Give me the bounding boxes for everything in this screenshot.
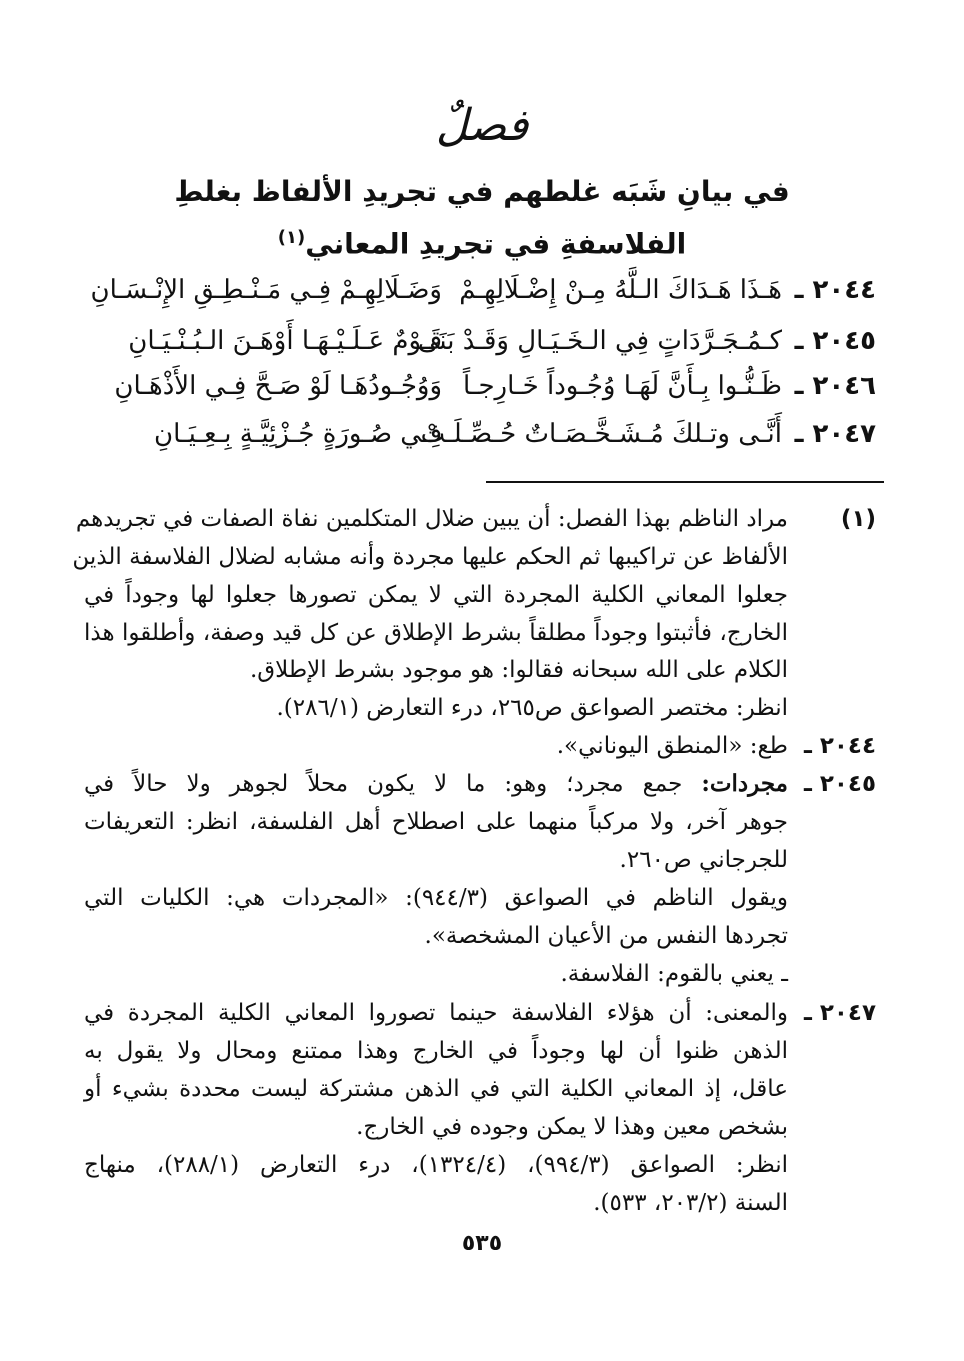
footnote-text: جعلوا المعاني الكلية المجردة التي لا يمكن تصورها جعلوا لها وجوداً في — [84, 582, 788, 608]
verse-row — [0, 364, 964, 408]
footnote-text: ـ يعني بالقوم: الفلاسفة. — [560, 961, 788, 987]
footnote-text: جوهر آخر، ولا مركباً منهما على اصطلاح أهل الفلسفة، انظر: التعريفات — [84, 809, 788, 835]
footnote-text: بشخص معين وهذا لا يمكن وجوده في الخارج. — [356, 1114, 788, 1140]
footnote-text: الألفاظ عن تراكيبها ثم الحكم عليها مجردة وأنه مشابه لضلال الفلاسفة الذين — [72, 544, 788, 570]
footnote-text: للجرجاني ص٢٦٠. — [619, 847, 788, 873]
footnote-text: انظر: الصواعق (٩٩٤/٣)، (١٣٢٤/٤)، درء التعارض (٢٨٨/١)، منهاج — [84, 1152, 788, 1178]
verse-number: ٢٠٤٤ ـ — [794, 275, 876, 305]
footnote-label: (١) — [840, 506, 876, 532]
definition-text: جمع مجرد؛ وهو: ما لا يكون محلاً لجوهر ولا حالاً في — [84, 771, 683, 797]
footnote-line — [84, 1110, 876, 1144]
footnote-text: عاقل، إذ المعاني الكلية التي في الذهن مشتركة ليست محددة بشيء أو — [84, 1076, 788, 1102]
footnote-line — [84, 767, 876, 801]
footnote-text: والمعنى: أن هؤلاء الفلاسفة حينما تصوروا المعاني الكلية المجردة في — [84, 1000, 788, 1026]
section-heading-line-1: في بيانِ شَبَه غلطهم في تجريدِ الألفاظ بغلطِ — [174, 175, 790, 208]
footnote-separator — [486, 481, 884, 483]
verse-note-label: ٢٠٤٤ ـ — [803, 733, 876, 759]
section-heading-line-2 — [0, 218, 964, 264]
verse-number: ٢٠٤٦ ـ — [794, 371, 876, 401]
verse-first-hemistich: ظَـنُّـوا بِـأَنَّ لَهَـا وُجُـوداً خَـارِجـاً — [462, 371, 782, 401]
footnote-line — [84, 996, 876, 1030]
footnote-text: مراد الناظم بهذا الفصل: أن يبين ضلال المتكلمين نفاة الصفات في تجريدهم — [75, 506, 788, 532]
verse-first-hemistich: كـمُـجَـرَّدَاتٍ فِي الـخَـيَـالِ وَقَـدْ بَنَى — [417, 326, 782, 356]
footnote-line — [84, 919, 876, 953]
footnote-line — [84, 1034, 876, 1068]
footnote-line — [75, 502, 876, 536]
footnote-text: ويقول الناظم في الصواعق (٩٤٤/٣): «المجردات هي: الكليات التي — [84, 885, 788, 911]
footnote-marker[interactable]: (١) — [277, 227, 306, 248]
verse-row — [0, 412, 964, 456]
verse-number: ٢٠٤٥ ـ — [794, 326, 876, 356]
footnote-line — [84, 1186, 876, 1220]
verse-second-hemistich: وَوُجُـودُهَـا لَوْ صَـحَّ فِـي الأَذْهَـانِ — [114, 371, 442, 401]
footnote-line — [84, 691, 876, 725]
footnote-text: السنة (٢٠٣/٢، ٥٣٣). — [593, 1190, 788, 1216]
defined-term: مجردات: — [701, 770, 788, 797]
page-number: ٥٣٥ — [461, 1231, 503, 1256]
footnote-text: تجردها النفس من الأعيان المشخصة». — [424, 923, 788, 949]
footnote-text: الخارج، فأثبتوا وجوداً مطلقاً بشرط الإطلاق عن كل قيد وصفة، وأطلقوا هذا — [84, 620, 788, 646]
footnote-line — [84, 616, 876, 650]
footnote-line — [84, 1148, 876, 1182]
verse-number: ٢٠٤٧ ـ — [794, 419, 876, 449]
footnote-line — [84, 578, 876, 612]
footnote-line — [84, 881, 876, 915]
verse-first-hemistich: هَـذَا هَـدَاكَ الـلَّهُ مِـنْ إِضْـلَالِهِـمْ — [459, 275, 782, 305]
section-ornament: فصلٌ — [435, 100, 529, 151]
verse-first-hemistich: أَنَّـى وتـلكَ مُـشَـخَّـصَـاتٌ حُـصِّـلَـتْ — [420, 419, 782, 449]
footnote-line — [72, 540, 876, 574]
footnote-line — [84, 805, 876, 839]
verse-note-label: ٢٠٤٥ ـ — [803, 771, 876, 797]
footnote-text: الكلام على الله سبحانه فقالوا: هو موجود بشرط الإطلاق. — [250, 657, 788, 683]
footnote-line — [84, 729, 876, 763]
footnote-reference: انظر: مختصر الصواعق ص٢٦٥، درء التعارض (٢٨٦/١). — [276, 695, 788, 721]
footnote-text — [84, 767, 788, 801]
verse-row — [0, 268, 964, 312]
footnote-line — [84, 843, 876, 877]
verse-row — [0, 319, 964, 363]
footnote-text: طع: «المنطق اليوناني». — [556, 733, 788, 759]
footnote-line — [84, 1072, 876, 1106]
verse-second-hemistich: وَضَـلَالِهِـمْ فِـي مَـنْـطِـقِ الإِنْـسَـانِ — [90, 275, 442, 305]
section-heading-text: الفلاسفةِ في تجريدِ المعاني — [305, 227, 687, 261]
footnote-text: الذهن ظنوا أن لها وجوداً في الخارج وهذا ممتنع ومحال ولا يقول به — [84, 1038, 788, 1064]
footnote-line — [84, 957, 876, 991]
verse-second-hemistich: قَـوْمٌ عَـلَـيْـهَـا أَوْهَـنَ الـبُـنْـيَـانِ — [128, 326, 442, 356]
verse-note-label: ٢٠٤٧ ـ — [803, 1000, 876, 1026]
footnote-line — [84, 653, 876, 687]
verse-second-hemistich: فِـي صُـورَةٍ جُـزْئِيَّـةٍ بِـعِـيَـانِ — [154, 419, 442, 449]
